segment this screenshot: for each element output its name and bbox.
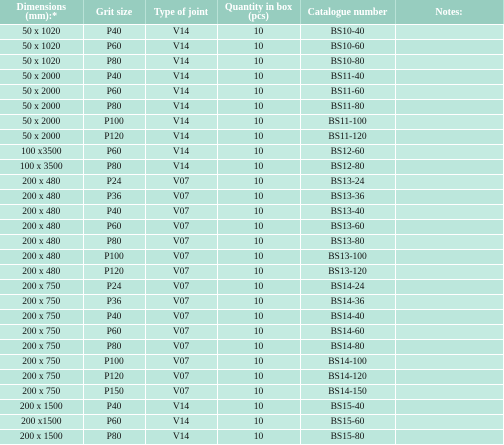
cell-grit-size: P40 xyxy=(83,25,145,40)
cell-catalogue-number: BS11-100 xyxy=(300,115,395,130)
cell-quantity: 10 xyxy=(217,325,300,340)
cell-catalogue-number: BS13-36 xyxy=(300,190,395,205)
cell-type-of-joint: V07 xyxy=(145,370,217,385)
cell-type-of-joint: V14 xyxy=(145,55,217,70)
cell-type-of-joint: V07 xyxy=(145,205,217,220)
cell-type-of-joint: V14 xyxy=(145,70,217,85)
cell-quantity: 10 xyxy=(217,370,300,385)
cell-catalogue-number: BS14-150 xyxy=(300,385,395,400)
cell-notes xyxy=(395,115,503,130)
cell-dimensions: 50 x 2000 xyxy=(0,70,83,85)
cell-type-of-joint: V14 xyxy=(145,160,217,175)
cell-type-of-joint: V14 xyxy=(145,115,217,130)
cell-quantity: 10 xyxy=(217,160,300,175)
table-row xyxy=(0,250,503,265)
cell-grit-size: P150 xyxy=(83,385,145,400)
cell-grit-size: P80 xyxy=(83,160,145,175)
cell-notes xyxy=(395,145,503,160)
cell-dimensions: 100 x3500 xyxy=(0,145,83,160)
cell-type-of-joint: V07 xyxy=(145,280,217,295)
cell-catalogue-number: BS14-120 xyxy=(300,370,395,385)
cell-grit-size: P40 xyxy=(83,70,145,85)
cell-type-of-joint: V14 xyxy=(145,25,217,40)
cell-type-of-joint: V14 xyxy=(145,100,217,115)
cell-dimensions: 50 x 1020 xyxy=(0,55,83,70)
table-row xyxy=(0,325,503,340)
cell-catalogue-number: BS14-100 xyxy=(300,355,395,370)
cell-quantity: 10 xyxy=(217,130,300,145)
cell-grit-size: P24 xyxy=(83,175,145,190)
cell-quantity: 10 xyxy=(217,85,300,100)
cell-catalogue-number: BS14-80 xyxy=(300,340,395,355)
table-row xyxy=(0,430,503,445)
cell-notes xyxy=(395,310,503,325)
table-row xyxy=(0,235,503,250)
cell-quantity: 10 xyxy=(217,340,300,355)
cell-catalogue-number: BS10-40 xyxy=(300,25,395,40)
cell-notes xyxy=(395,25,503,40)
cell-grit-size: P24 xyxy=(83,280,145,295)
table-row xyxy=(0,400,503,415)
cell-quantity: 10 xyxy=(217,205,300,220)
table-row xyxy=(0,85,503,100)
cell-dimensions: 200 x 750 xyxy=(0,385,83,400)
cell-catalogue-number: BS15-60 xyxy=(300,415,395,430)
cell-quantity: 10 xyxy=(217,295,300,310)
cell-quantity: 10 xyxy=(217,250,300,265)
cell-notes xyxy=(395,280,503,295)
table-row xyxy=(0,70,503,85)
cell-notes xyxy=(395,190,503,205)
cell-grit-size: P60 xyxy=(83,415,145,430)
table-row xyxy=(0,160,503,175)
header-dimensions: Dimensions (mm):* xyxy=(0,0,83,25)
cell-type-of-joint: V07 xyxy=(145,355,217,370)
cell-dimensions: 50 x 2000 xyxy=(0,100,83,115)
header-notes: Notes: xyxy=(395,0,503,25)
cell-type-of-joint: V14 xyxy=(145,40,217,55)
cell-notes xyxy=(395,295,503,310)
cell-notes xyxy=(395,340,503,355)
cell-dimensions: 200 x 1500 xyxy=(0,430,83,445)
cell-notes xyxy=(395,265,503,280)
table-row xyxy=(0,175,503,190)
cell-catalogue-number: BS10-60 xyxy=(300,40,395,55)
cell-notes xyxy=(395,130,503,145)
cell-grit-size: P60 xyxy=(83,85,145,100)
cell-grit-size: P80 xyxy=(83,55,145,70)
cell-quantity: 10 xyxy=(217,175,300,190)
table-body xyxy=(0,25,503,445)
cell-dimensions: 200 x 750 xyxy=(0,310,83,325)
cell-dimensions: 200 x 750 xyxy=(0,355,83,370)
table-row xyxy=(0,370,503,385)
cell-dimensions: 200 x1500 xyxy=(0,415,83,430)
cell-dimensions: 50 x 1020 xyxy=(0,25,83,40)
cell-dimensions: 200 x 1500 xyxy=(0,400,83,415)
cell-catalogue-number: BS15-80 xyxy=(300,430,395,445)
table-row xyxy=(0,145,503,160)
table-row xyxy=(0,130,503,145)
table-row xyxy=(0,220,503,235)
cell-grit-size: P120 xyxy=(83,130,145,145)
cell-quantity: 10 xyxy=(217,100,300,115)
cell-grit-size: P60 xyxy=(83,325,145,340)
cell-dimensions: 50 x 2000 xyxy=(0,130,83,145)
cell-type-of-joint: V07 xyxy=(145,340,217,355)
cell-catalogue-number: BS11-60 xyxy=(300,85,395,100)
cell-catalogue-number: BS13-60 xyxy=(300,220,395,235)
cell-catalogue-number: BS14-40 xyxy=(300,310,395,325)
cell-quantity: 10 xyxy=(217,430,300,445)
cell-dimensions: 200 x 750 xyxy=(0,325,83,340)
cell-notes xyxy=(395,325,503,340)
cell-catalogue-number: BS14-24 xyxy=(300,280,395,295)
cell-notes xyxy=(395,85,503,100)
cell-notes xyxy=(395,205,503,220)
table-row xyxy=(0,25,503,40)
table-row xyxy=(0,340,503,355)
cell-grit-size: P36 xyxy=(83,190,145,205)
header-row xyxy=(0,0,503,25)
cell-grit-size: P100 xyxy=(83,250,145,265)
cell-catalogue-number: BS11-120 xyxy=(300,130,395,145)
cell-quantity: 10 xyxy=(217,385,300,400)
cell-grit-size: P40 xyxy=(83,205,145,220)
cell-quantity: 10 xyxy=(217,310,300,325)
cell-catalogue-number: BS12-80 xyxy=(300,160,395,175)
cell-type-of-joint: V07 xyxy=(145,295,217,310)
cell-grit-size: P60 xyxy=(83,145,145,160)
cell-notes xyxy=(395,385,503,400)
cell-dimensions: 50 x 2000 xyxy=(0,85,83,100)
cell-catalogue-number: BS13-40 xyxy=(300,205,395,220)
cell-type-of-joint: V07 xyxy=(145,385,217,400)
header-catalogue-number: Catalogue number xyxy=(300,0,395,25)
cell-quantity: 10 xyxy=(217,400,300,415)
cell-notes xyxy=(395,355,503,370)
cell-quantity: 10 xyxy=(217,235,300,250)
cell-grit-size: P80 xyxy=(83,235,145,250)
table-row xyxy=(0,355,503,370)
cell-type-of-joint: V07 xyxy=(145,310,217,325)
cell-type-of-joint: V14 xyxy=(145,400,217,415)
header-quantity-line2: (pcs) xyxy=(248,11,269,22)
table-row xyxy=(0,385,503,400)
cell-dimensions: 200 x 480 xyxy=(0,205,83,220)
cell-dimensions: 50 x 1020 xyxy=(0,40,83,55)
cell-dimensions: 50 x 2000 xyxy=(0,115,83,130)
cell-grit-size: P40 xyxy=(83,400,145,415)
cell-grit-size: P60 xyxy=(83,40,145,55)
cell-type-of-joint: V14 xyxy=(145,85,217,100)
cell-dimensions: 200 x 480 xyxy=(0,190,83,205)
cell-grit-size: P100 xyxy=(83,115,145,130)
cell-quantity: 10 xyxy=(217,280,300,295)
cell-notes xyxy=(395,160,503,175)
table-row xyxy=(0,415,503,430)
cell-dimensions: 200 x 750 xyxy=(0,370,83,385)
cell-type-of-joint: V07 xyxy=(145,265,217,280)
header-type-of-joint: Type of joint xyxy=(145,0,217,25)
cell-grit-size: P120 xyxy=(83,265,145,280)
cell-notes xyxy=(395,400,503,415)
cell-quantity: 10 xyxy=(217,265,300,280)
cell-type-of-joint: V14 xyxy=(145,430,217,445)
cell-type-of-joint: V07 xyxy=(145,190,217,205)
cell-type-of-joint: V07 xyxy=(145,175,217,190)
cell-notes xyxy=(395,415,503,430)
cell-grit-size: P40 xyxy=(83,310,145,325)
cell-type-of-joint: V07 xyxy=(145,235,217,250)
cell-notes xyxy=(395,250,503,265)
cell-grit-size: P80 xyxy=(83,430,145,445)
cell-notes xyxy=(395,220,503,235)
cell-catalogue-number: BS10-80 xyxy=(300,55,395,70)
table-row xyxy=(0,55,503,70)
cell-grit-size: P120 xyxy=(83,370,145,385)
cell-catalogue-number: BS13-80 xyxy=(300,235,395,250)
cell-dimensions: 200 x 480 xyxy=(0,175,83,190)
cell-notes xyxy=(395,175,503,190)
cell-quantity: 10 xyxy=(217,415,300,430)
cell-grit-size: P100 xyxy=(83,355,145,370)
cell-grit-size: P60 xyxy=(83,220,145,235)
cell-catalogue-number: BS14-36 xyxy=(300,295,395,310)
cell-notes xyxy=(395,235,503,250)
cell-catalogue-number: BS15-40 xyxy=(300,400,395,415)
cell-notes xyxy=(395,100,503,115)
cell-grit-size: P80 xyxy=(83,100,145,115)
cell-catalogue-number: BS11-80 xyxy=(300,100,395,115)
cell-type-of-joint: V14 xyxy=(145,145,217,160)
header-grit-size: Grit size xyxy=(83,0,145,25)
cell-type-of-joint: V14 xyxy=(145,130,217,145)
cell-notes xyxy=(395,370,503,385)
cell-quantity: 10 xyxy=(217,55,300,70)
cell-catalogue-number: BS13-100 xyxy=(300,250,395,265)
cell-notes xyxy=(395,70,503,85)
cell-catalogue-number: BS11-40 xyxy=(300,70,395,85)
cell-catalogue-number: BS12-60 xyxy=(300,145,395,160)
table-row xyxy=(0,280,503,295)
cell-quantity: 10 xyxy=(217,190,300,205)
cell-catalogue-number: BS13-120 xyxy=(300,265,395,280)
cell-dimensions: 200 x 480 xyxy=(0,265,83,280)
cell-dimensions: 200 x 750 xyxy=(0,295,83,310)
cell-dimensions: 200 x 480 xyxy=(0,250,83,265)
cell-type-of-joint: V14 xyxy=(145,415,217,430)
table-row xyxy=(0,310,503,325)
cell-type-of-joint: V07 xyxy=(145,220,217,235)
table-row xyxy=(0,190,503,205)
cell-notes xyxy=(395,40,503,55)
cell-dimensions: 200 x 750 xyxy=(0,340,83,355)
cell-catalogue-number: BS13-24 xyxy=(300,175,395,190)
table-row xyxy=(0,295,503,310)
cell-quantity: 10 xyxy=(217,220,300,235)
cell-grit-size: P36 xyxy=(83,295,145,310)
cell-dimensions: 100 x 3500 xyxy=(0,160,83,175)
table-row xyxy=(0,265,503,280)
cell-quantity: 10 xyxy=(217,70,300,85)
cell-type-of-joint: V07 xyxy=(145,250,217,265)
table-row xyxy=(0,100,503,115)
table-header xyxy=(0,0,503,25)
cell-dimensions: 200 x 480 xyxy=(0,220,83,235)
table-row xyxy=(0,115,503,130)
cell-grit-size: P80 xyxy=(83,340,145,355)
cell-quantity: 10 xyxy=(217,115,300,130)
cell-notes xyxy=(395,430,503,445)
header-quantity-line1: Quantity in box xyxy=(224,2,293,13)
cell-quantity: 10 xyxy=(217,355,300,370)
cell-quantity: 10 xyxy=(217,40,300,55)
table-row xyxy=(0,40,503,55)
cell-type-of-joint: V07 xyxy=(145,325,217,340)
cell-quantity: 10 xyxy=(217,145,300,160)
cell-dimensions: 200 x 750 xyxy=(0,280,83,295)
header-quantity xyxy=(217,0,300,25)
cell-quantity: 10 xyxy=(217,25,300,40)
cell-dimensions: 200 x 480 xyxy=(0,235,83,250)
table-row xyxy=(0,205,503,220)
cell-notes xyxy=(395,55,503,70)
cell-catalogue-number: BS14-60 xyxy=(300,325,395,340)
